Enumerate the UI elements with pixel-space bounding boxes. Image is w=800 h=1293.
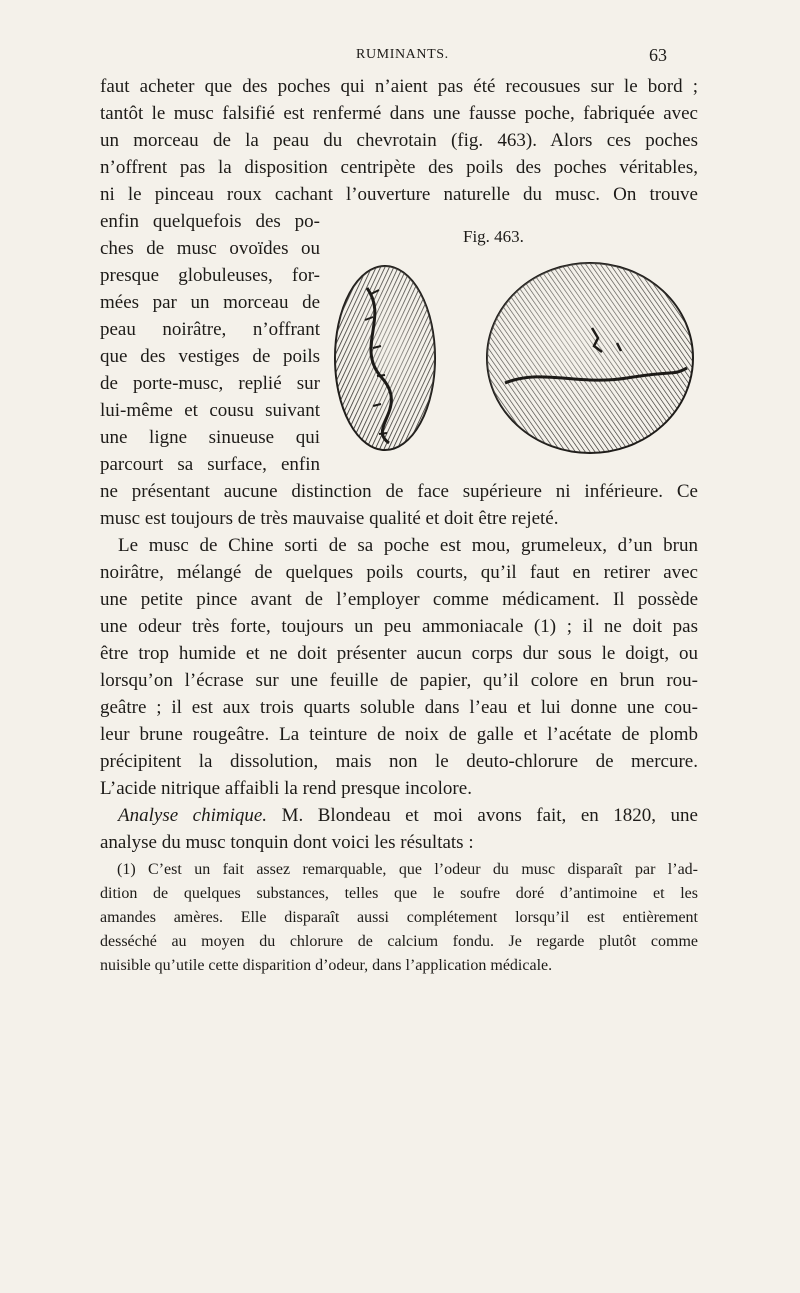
body-line: Le musc de Chine sorti de sa poche est mou, grumeleux, d’un brun: [118, 535, 698, 556]
body-line: que des vestiges de poils: [100, 346, 320, 367]
footnote-line: dition de quelques substances, telles que le soufre doré d’antimoine et les: [100, 885, 698, 902]
body-line: un morceau de la peau du chevrotain (fig. 463). Alors ces poches: [100, 130, 698, 151]
body-line: mées par un morceau de: [100, 292, 320, 313]
body-line: lui-même et cousu suivant: [100, 400, 320, 421]
footnote-line: amandes amères. Elle disparaît aussi complétement lorsqu’il est entièrement: [100, 909, 698, 926]
body-line: ches de musc ovoïdes ou: [100, 238, 320, 259]
globular-pouch-illustration: [487, 263, 693, 453]
figure-musk-pouches: [327, 258, 695, 454]
body-line: parcourt sa surface, enfin: [100, 454, 320, 475]
body-line: être trop humide et ne doit présenter aucun corps dur sous le doigt, ou: [100, 643, 698, 664]
body-line: presque globuleuses, for-: [100, 265, 320, 286]
footnote-line: nuisible qu’utile cette disparition d’odeur, dans l’application médicale.: [100, 957, 553, 974]
ovoid-pouch-illustration: [335, 266, 435, 450]
body-line: une ligne sinueuse qui: [100, 427, 320, 448]
footnote-line: (1) C’est un fait assez remarquable, que l’odeur du musc disparaît par l’ad-: [117, 861, 698, 878]
body-line: leur brune rougeâtre. La teinture de noix de galle et l’acétate de plomb: [100, 724, 698, 745]
page-number: 63: [649, 45, 667, 65]
body-line: n’offrent pas la disposition centripète des poils des poches véritables,: [100, 157, 698, 178]
body-line: geâtre ; il est aux trois quarts soluble dans l’eau et lui donne une cou-: [100, 697, 698, 718]
body-line: lorsqu’on l’écrase sur une feuille de papier, qu’il colore en brun rou-: [100, 670, 698, 691]
body-line: ni le pinceau roux cachant l’ouverture naturelle du musc. On trouve: [100, 184, 698, 205]
body-line: précipitent la dissolution, mais non le deuto-chlorure de mercure.: [100, 751, 698, 772]
body-line: L’acide nitrique affaibli la rend presque incolore.: [100, 778, 472, 799]
body-line: ne présentant aucune distinction de face supérieure ni inférieure. Ce: [100, 481, 698, 502]
body-line: tantôt le musc falsifié est renfermé dans une fausse poche, fabriquée avec: [100, 103, 698, 124]
body-line: analyse du musc tonquin dont voici les résultats :: [100, 832, 474, 853]
running-header: RUMINANTS.: [356, 47, 449, 62]
footnote-line: desséché au moyen du chlorure de calcium fondu. Je regarde plutôt comme: [100, 933, 698, 950]
body-line: peau noirâtre, n’offrant: [100, 319, 320, 340]
body-line: une odeur très forte, toujours un peu ammoniacale (1) ; il ne doit pas: [100, 616, 698, 637]
analyse-rest: M. Blondeau et moi avons fait, en 1820, une: [267, 805, 698, 826]
body-line: enfin quelquefois des po-: [100, 211, 320, 232]
body-line: une petite pince avant de l’employer comme médicament. Il possède: [100, 589, 698, 610]
body-line: noirâtre, mélangé de quelques poils courts, qu’il faut en retirer avec: [100, 562, 698, 583]
body-line: musc est toujours de très mauvaise qualité et doit être rejeté.: [100, 508, 559, 529]
analyse-line: [118, 802, 698, 829]
figure-caption: Fig. 463.: [463, 227, 524, 246]
body-line: de porte-musc, replié sur: [100, 373, 320, 394]
body-line: faut acheter que des poches qui n’aient pas été recousues sur le bord ;: [100, 76, 698, 97]
analyse-label: Analyse chimique.: [118, 805, 268, 826]
